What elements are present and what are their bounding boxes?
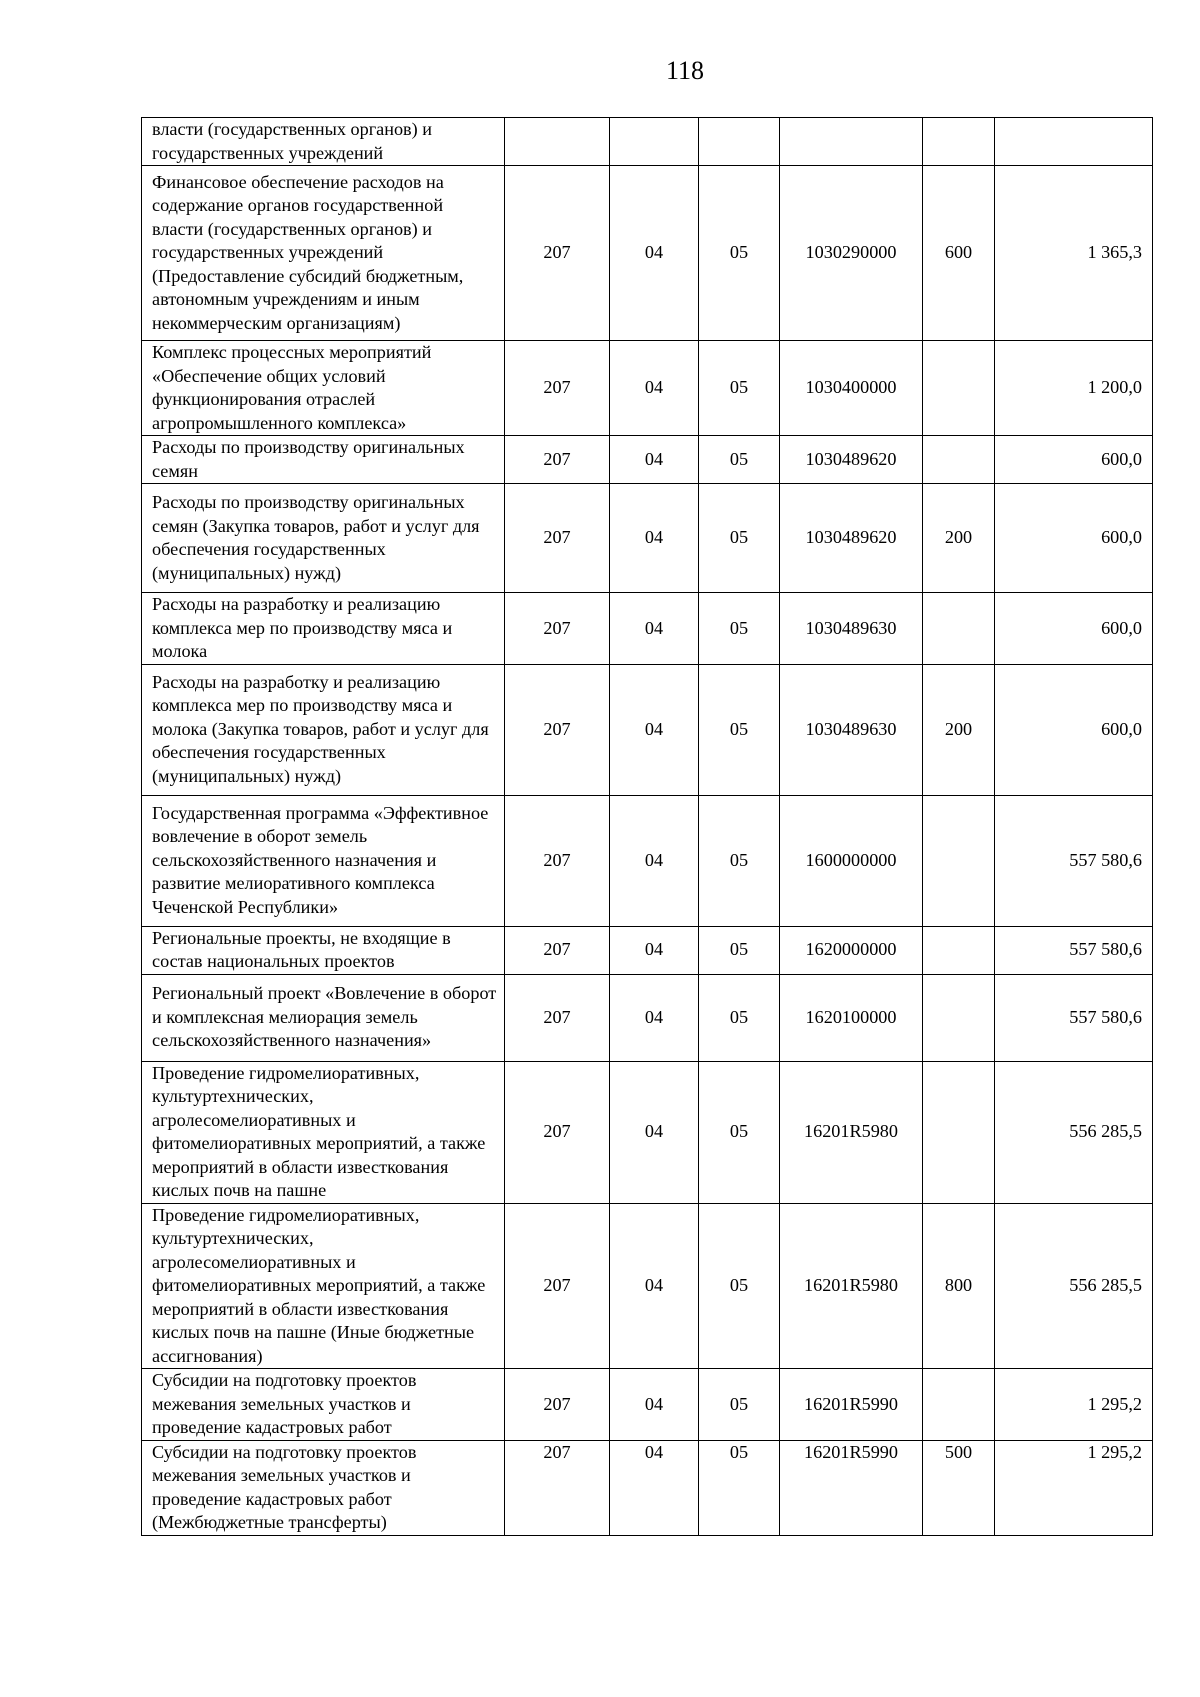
- row-expense-type: [923, 436, 995, 484]
- row-target-code: 1030489630: [780, 664, 923, 795]
- row-section-code: 04: [610, 795, 699, 926]
- row-target-code: 1030400000: [780, 341, 923, 436]
- row-expense-type: 200: [923, 664, 995, 795]
- row-expense-type: [923, 926, 995, 974]
- row-section-code: 04: [610, 341, 699, 436]
- table-row: [142, 166, 1153, 341]
- row-expense-type: [923, 1369, 995, 1441]
- row-section-code: 04: [610, 1203, 699, 1369]
- row-target-code: 1620100000: [780, 974, 923, 1061]
- row-section-code: 04: [610, 166, 699, 341]
- row-target-code: 1030290000: [780, 166, 923, 341]
- table-row: [142, 341, 1153, 436]
- row-target-code: 1030489620: [780, 484, 923, 593]
- row-name: Субсидии на подготовку проектов межевания земельных участков и проведение кадастровых работ (Межбюджетные трансферты): [142, 1440, 505, 1535]
- row-section-code: 04: [610, 1369, 699, 1441]
- table-row: [142, 926, 1153, 974]
- table-row: [142, 1061, 1153, 1203]
- row-subsection-code: 05: [699, 1369, 780, 1441]
- row-subsection-code: 05: [699, 1203, 780, 1369]
- row-subsection-code: 05: [699, 1440, 780, 1535]
- row-amount: 1 365,3: [995, 166, 1153, 341]
- row-amount: [995, 118, 1153, 166]
- row-name: власти (государственных органов) и государственных учреждений: [142, 118, 505, 166]
- row-name: Субсидии на подготовку проектов межевания земельных участков и проведение кадастровых работ: [142, 1369, 505, 1441]
- row-amount: 1 200,0: [995, 341, 1153, 436]
- row-section-code: 04: [610, 593, 699, 665]
- row-admin-code: 207: [505, 664, 610, 795]
- row-amount: 556 285,5: [995, 1061, 1153, 1203]
- row-section-code: 04: [610, 664, 699, 795]
- row-amount: 557 580,6: [995, 926, 1153, 974]
- row-amount: 600,0: [995, 593, 1153, 665]
- row-amount: 556 285,5: [995, 1203, 1153, 1369]
- row-target-code: 1030489630: [780, 593, 923, 665]
- table-row: [142, 1203, 1153, 1369]
- row-amount: 1 295,2: [995, 1369, 1153, 1441]
- table-row: [142, 1440, 1153, 1535]
- table-row: [142, 484, 1153, 593]
- row-subsection-code: 05: [699, 664, 780, 795]
- budget-table: [141, 117, 1153, 1536]
- table-row: [142, 593, 1153, 665]
- row-expense-type: 800: [923, 1203, 995, 1369]
- row-expense-type: [923, 974, 995, 1061]
- row-target-code: 16201R5990: [780, 1369, 923, 1441]
- row-subsection-code: 05: [699, 484, 780, 593]
- row-target-code: 16201R5980: [780, 1061, 923, 1203]
- row-subsection-code: 05: [699, 1061, 780, 1203]
- row-amount: 557 580,6: [995, 974, 1153, 1061]
- row-amount: 600,0: [995, 436, 1153, 484]
- row-admin-code: 207: [505, 593, 610, 665]
- table-row: [142, 795, 1153, 926]
- row-name: Проведение гидромелиоративных, культуртехнических, агролесомелиоративных и фитомелиоративных мероприятий, а также мероприятий в области известкования кислых почв на пашне: [142, 1061, 505, 1203]
- row-expense-type: [923, 593, 995, 665]
- row-name: Финансовое обеспечение расходов на содержание органов государственной власти (государственных органов) и государственных учреждений (Предоставление субсидий бюджетным, автономным учреждениям и иным некоммерческим организациям): [142, 166, 505, 341]
- row-amount: 557 580,6: [995, 795, 1153, 926]
- row-subsection-code: 05: [699, 166, 780, 341]
- row-amount: 600,0: [995, 664, 1153, 795]
- row-subsection-code: 05: [699, 926, 780, 974]
- budget-table-body: [142, 118, 1153, 1536]
- row-name: Расходы по производству оригинальных семян: [142, 436, 505, 484]
- row-section-code: [610, 118, 699, 166]
- row-admin-code: 207: [505, 1061, 610, 1203]
- table-row: [142, 974, 1153, 1061]
- row-admin-code: 207: [505, 341, 610, 436]
- row-section-code: 04: [610, 974, 699, 1061]
- row-section-code: 04: [610, 436, 699, 484]
- row-target-code: 1600000000: [780, 795, 923, 926]
- row-expense-type: 200: [923, 484, 995, 593]
- row-target-code: [780, 118, 923, 166]
- row-section-code: 04: [610, 1061, 699, 1203]
- row-expense-type: [923, 1061, 995, 1203]
- row-amount: 600,0: [995, 484, 1153, 593]
- page-number: 118: [665, 56, 705, 85]
- row-admin-code: 207: [505, 926, 610, 974]
- row-name: Региональный проект «Вовлечение в оборот и комплексная мелиорация земель сельскохозяйственного назначения»: [142, 974, 505, 1061]
- row-target-code: 16201R5990: [780, 1440, 923, 1535]
- row-admin-code: 207: [505, 484, 610, 593]
- row-section-code: 04: [610, 926, 699, 974]
- row-expense-type: [923, 795, 995, 926]
- row-subsection-code: [699, 118, 780, 166]
- row-name: Проведение гидромелиоративных, культуртехнических, агролесомелиоративных и фитомелиоративных мероприятий, а также мероприятий в области известкования кислых почв на пашне (Иные бюджетные ассигнования): [142, 1203, 505, 1369]
- row-admin-code: [505, 118, 610, 166]
- row-name: Региональные проекты, не входящие в состав национальных проектов: [142, 926, 505, 974]
- row-target-code: 1620000000: [780, 926, 923, 974]
- row-section-code: 04: [610, 484, 699, 593]
- row-target-code: 16201R5980: [780, 1203, 923, 1369]
- row-expense-type: [923, 341, 995, 436]
- row-admin-code: 207: [505, 974, 610, 1061]
- row-subsection-code: 05: [699, 341, 780, 436]
- row-name: Расходы на разработку и реализацию комплекса мер по производству мяса и молока (Закупка товаров, работ и услуг для обеспечения государственных (муниципальных) нужд): [142, 664, 505, 795]
- row-section-code: 04: [610, 1440, 699, 1535]
- row-target-code: 1030489620: [780, 436, 923, 484]
- row-expense-type: 500: [923, 1440, 995, 1535]
- row-name: Расходы по производству оригинальных семян (Закупка товаров, работ и услуг для обеспечения государственных (муниципальных) нужд): [142, 484, 505, 593]
- row-admin-code: 207: [505, 166, 610, 341]
- row-admin-code: 207: [505, 795, 610, 926]
- row-name: Государственная программа «Эффективное вовлечение в оборот земель сельскохозяйственного назначения и развитие мелиоративного комплекса Чеченской Республики»: [142, 795, 505, 926]
- row-expense-type: [923, 118, 995, 166]
- row-subsection-code: 05: [699, 974, 780, 1061]
- row-subsection-code: 05: [699, 795, 780, 926]
- row-admin-code: 207: [505, 1203, 610, 1369]
- table-row: [142, 118, 1153, 166]
- table-row: [142, 436, 1153, 484]
- row-admin-code: 207: [505, 436, 610, 484]
- row-admin-code: 207: [505, 1369, 610, 1441]
- row-name: Расходы на разработку и реализацию комплекса мер по производству мяса и молока: [142, 593, 505, 665]
- row-amount: 1 295,2: [995, 1440, 1153, 1535]
- row-expense-type: 600: [923, 166, 995, 341]
- row-admin-code: 207: [505, 1440, 610, 1535]
- row-subsection-code: 05: [699, 436, 780, 484]
- table-row: [142, 664, 1153, 795]
- table-row: [142, 1369, 1153, 1441]
- row-subsection-code: 05: [699, 593, 780, 665]
- row-name: Комплекс процессных мероприятий «Обеспечение общих условий функционирования отраслей агропромышленного комплекса»: [142, 341, 505, 436]
